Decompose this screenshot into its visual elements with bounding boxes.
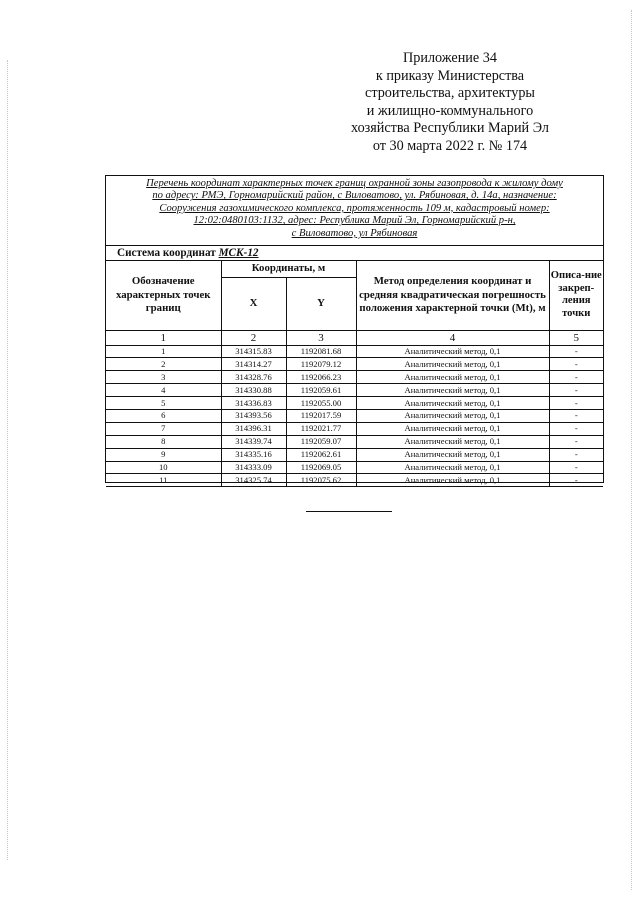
table-row [106,345,603,358]
appendix-line: хозяйства Республики Марий Эл [351,120,549,136]
y-coordinate-cell: 1192075.62 [286,474,356,487]
description-cell: - [549,474,603,487]
point-number-cell: 3 [106,371,221,384]
column-number: 2 [221,330,286,345]
x-coordinate-cell: 314325.74 [221,474,286,487]
y-coordinate-cell: 1192081.68 [286,345,356,358]
heading-line: Сооружения газохимического комплекса, протяженность 109 м, кадастровый номер: [159,202,550,214]
table-row [106,448,603,461]
description-cell: - [549,358,603,371]
point-number-cell: 4 [106,384,221,397]
y-coordinate-cell: 1192079.12 [286,358,356,371]
description-cell: - [549,409,603,422]
point-number-cell: 1 [106,345,221,358]
table-row [106,371,603,384]
point-number-cell: 11 [106,474,221,487]
appendix-line: к приказу Министерства [375,67,525,84]
x-coordinate-cell: 314330.88 [221,384,286,397]
coordinate-system-name: МСК-12 [218,247,259,259]
table-row [106,397,603,410]
method-cell: Аналитический метод, 0,1 [356,461,549,474]
method-cell: Аналитический метод, 0,1 [356,358,549,371]
method-cell: Аналитический метод, 0,1 [356,371,549,384]
appendix-line: от 30 марта 2022 г. № 174 [372,137,528,154]
x-coordinate-cell: 314333.09 [221,461,286,474]
table-row [106,358,603,371]
appendix-line: и жилищно-коммунального [366,102,534,119]
point-number-cell: 5 [106,397,221,410]
y-coordinate-cell: 1192059.07 [286,435,356,448]
x-coordinate-cell: 314315.83 [221,345,286,358]
table-row [106,435,603,448]
column-number: 4 [356,330,549,345]
point-number-cell: 10 [106,461,221,474]
appendix-block [330,50,570,155]
y-coordinate-cell: 1192021.77 [286,422,356,435]
method-cell: Аналитический метод, 0,1 [356,435,549,448]
method-cell: Аналитический метод, 0,1 [356,422,549,435]
method-cell: Аналитический метод, 0,1 [356,384,549,397]
heading-line: по адресу: РМЭ, Горномарийский район, с Виловатово, ул. Рябиновая, д. 14а, назначение: [152,190,557,202]
coordinates-table-frame [105,175,604,483]
header-x: X [221,277,286,330]
table-heading [106,176,603,246]
method-cell: Аналитический метод, 0,1 [356,397,549,410]
heading-line: с Виловатово, ул Рябиновая [291,227,418,239]
x-coordinate-cell: 314328.76 [221,371,286,384]
page-edge-right [631,10,632,890]
page-edge-left [7,60,8,860]
y-coordinate-cell: 1192059.61 [286,384,356,397]
column-number: 3 [286,330,356,345]
appendix-line: Приложение 34 [403,50,497,66]
x-coordinate-cell: 314335.16 [221,448,286,461]
y-coordinate-cell: 1192069.05 [286,461,356,474]
header-description: Описа-ние закреп-ления точки [549,261,603,330]
table-row [106,384,603,397]
coordinate-system-label: Система координат [117,247,216,259]
heading-line: Перечень координат характерных точек границ охранной зоны газопровода к жилому дому [146,178,563,189]
heading-line: 12:02:0480103:1132, адрес: Республика Марий Эл, Горномарийский р-н, [193,215,516,227]
point-number-cell: 9 [106,448,221,461]
description-cell: - [549,384,603,397]
description-cell: - [549,435,603,448]
method-cell: Аналитический метод, 0,1 [356,448,549,461]
x-coordinate-cell: 314396.31 [221,422,286,435]
point-number-cell: 7 [106,422,221,435]
column-numbers-row [106,330,603,345]
header-y: Y [286,277,356,330]
header-point-designation: Обозначение характерных точек границ [106,261,221,330]
y-coordinate-cell: 1192055.00 [286,397,356,410]
description-cell: - [549,397,603,410]
header-method: Метод определения координат и средняя квадратическая погрешность положения характерной точки (Mt), м [356,261,549,330]
y-coordinate-cell: 1192062.61 [286,448,356,461]
table-row [106,461,603,474]
point-number-cell: 6 [106,409,221,422]
y-coordinate-cell: 1192017.59 [286,409,356,422]
point-number-cell: 2 [106,358,221,371]
method-cell: Аналитический метод, 0,1 [356,474,549,487]
description-cell: - [549,345,603,358]
header-coordinates: Координаты, м [221,261,356,277]
x-coordinate-cell: 314339.74 [221,435,286,448]
description-cell: - [549,448,603,461]
end-rule [306,511,392,512]
appendix-line: строительства, архитектуры [365,85,535,101]
column-number: 5 [549,330,603,345]
x-coordinate-cell: 314314.27 [221,358,286,371]
description-cell: - [549,461,603,474]
description-cell: - [549,371,603,384]
method-cell: Аналитический метод, 0,1 [356,345,549,358]
table-row [106,409,603,422]
x-coordinate-cell: 314393.56 [221,409,286,422]
table-row [106,474,603,487]
coordinates-table [106,261,603,487]
coordinate-system-row [106,246,603,261]
point-number-cell: 8 [106,435,221,448]
description-cell: - [549,422,603,435]
x-coordinate-cell: 314336.83 [221,397,286,410]
column-number: 1 [106,330,221,345]
method-cell: Аналитический метод, 0,1 [356,409,549,422]
y-coordinate-cell: 1192066.23 [286,371,356,384]
table-row [106,422,603,435]
